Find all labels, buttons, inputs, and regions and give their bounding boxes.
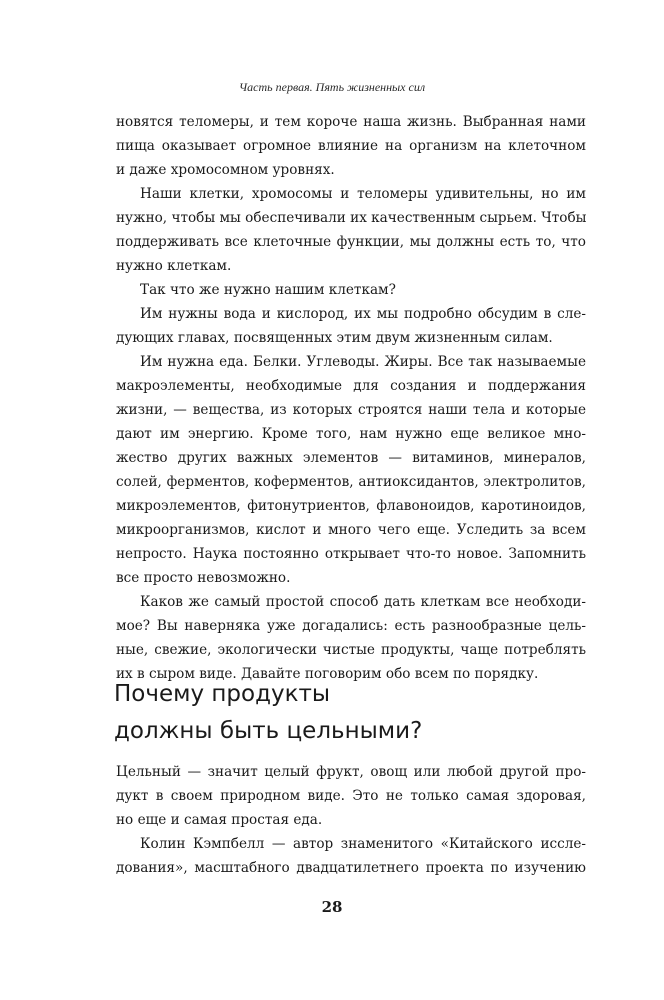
text-line: новятся теломеры, и тем короче наша жизнь. Выбранная нами xyxy=(116,114,586,130)
text-line: дующих главах, посвященных этим двум жизненным силам. xyxy=(116,330,553,346)
text-line: микроэлементов, фитонутриентов, флавоноидов, каротиноидов, xyxy=(116,498,586,514)
text-line: непросто. Наука постоянно открывает что-то новое. Запомнить xyxy=(116,546,586,562)
section-heading-line: Почему продукты xyxy=(114,681,331,707)
text-line: все просто невозможно. xyxy=(116,570,291,586)
running-header: Часть первая. Пять жизненных сил xyxy=(238,80,426,94)
body-text-bottom xyxy=(116,760,586,880)
text-line: Им нужны вода и кислород, их мы подробно обсудим в сле- xyxy=(140,306,586,322)
text-line: макроэлементы, необходимые для создания и поддержания xyxy=(116,378,586,394)
text-line: мое? Вы наверняка уже догадались: есть разнообразные цель- xyxy=(116,618,586,634)
text-line: поддерживать все клеточные функции, мы должны есть то, что xyxy=(116,234,586,250)
text-line: Им нужна еда. Белки. Углеводы. Жиры. Все так называемые xyxy=(140,354,586,370)
section-heading-line: должны быть цельными? xyxy=(114,718,423,744)
text-line: их в сыром виде. Давайте поговорим обо всем по порядку. xyxy=(116,666,539,682)
text-line: Цельный — значит целый фрукт, овощ или любой другой про- xyxy=(116,764,586,780)
text-line: и даже хромосомном уровнях. xyxy=(116,162,335,178)
text-line: микроорганизмов, кислот и много чего еще. Уследить за всем xyxy=(116,522,586,538)
text-line: пища оказывает огромное влияние на организм на клеточном xyxy=(116,138,586,154)
text-line: дукт в своем природном виде. Это не только самая здоровая, xyxy=(116,788,586,804)
text-line: солей, ферментов, коферментов, антиоксидантов, электролитов, xyxy=(116,474,586,490)
text-line: ные, свежие, экологически чистые продукты, чаще потреблять xyxy=(116,642,586,658)
text-line: дования», масштабного двадцатилетнего проекта по изучению xyxy=(116,860,586,876)
page-number: 28 xyxy=(321,898,343,916)
text-line: Каков же самый простой способ дать клеткам все необходи- xyxy=(140,594,586,610)
text-line: нужно, чтобы мы обеспечивали их качественным сырьем. Чтобы xyxy=(116,210,587,226)
section-heading xyxy=(114,676,584,750)
text-line: Колин Кэмпбелл — автор знаменитого «Китайского иссле- xyxy=(140,836,586,852)
body-text-top xyxy=(116,110,586,686)
text-line: Наши клетки, хромосомы и теломеры удивительны, но им xyxy=(140,186,586,202)
text-line: Так что же нужно нашим клеткам? xyxy=(140,282,396,298)
text-line: жизни, — вещества, из которых строятся наши тела и которые xyxy=(116,402,586,418)
text-line: нужно клеткам. xyxy=(116,258,232,274)
text-line: но еще и самая простая еда. xyxy=(116,812,323,828)
text-line: дают им энергию. Кроме того, нам нужно еще великое мно- xyxy=(116,426,586,442)
text-line: жество других важных элементов — витаминов, минералов, xyxy=(116,450,586,466)
